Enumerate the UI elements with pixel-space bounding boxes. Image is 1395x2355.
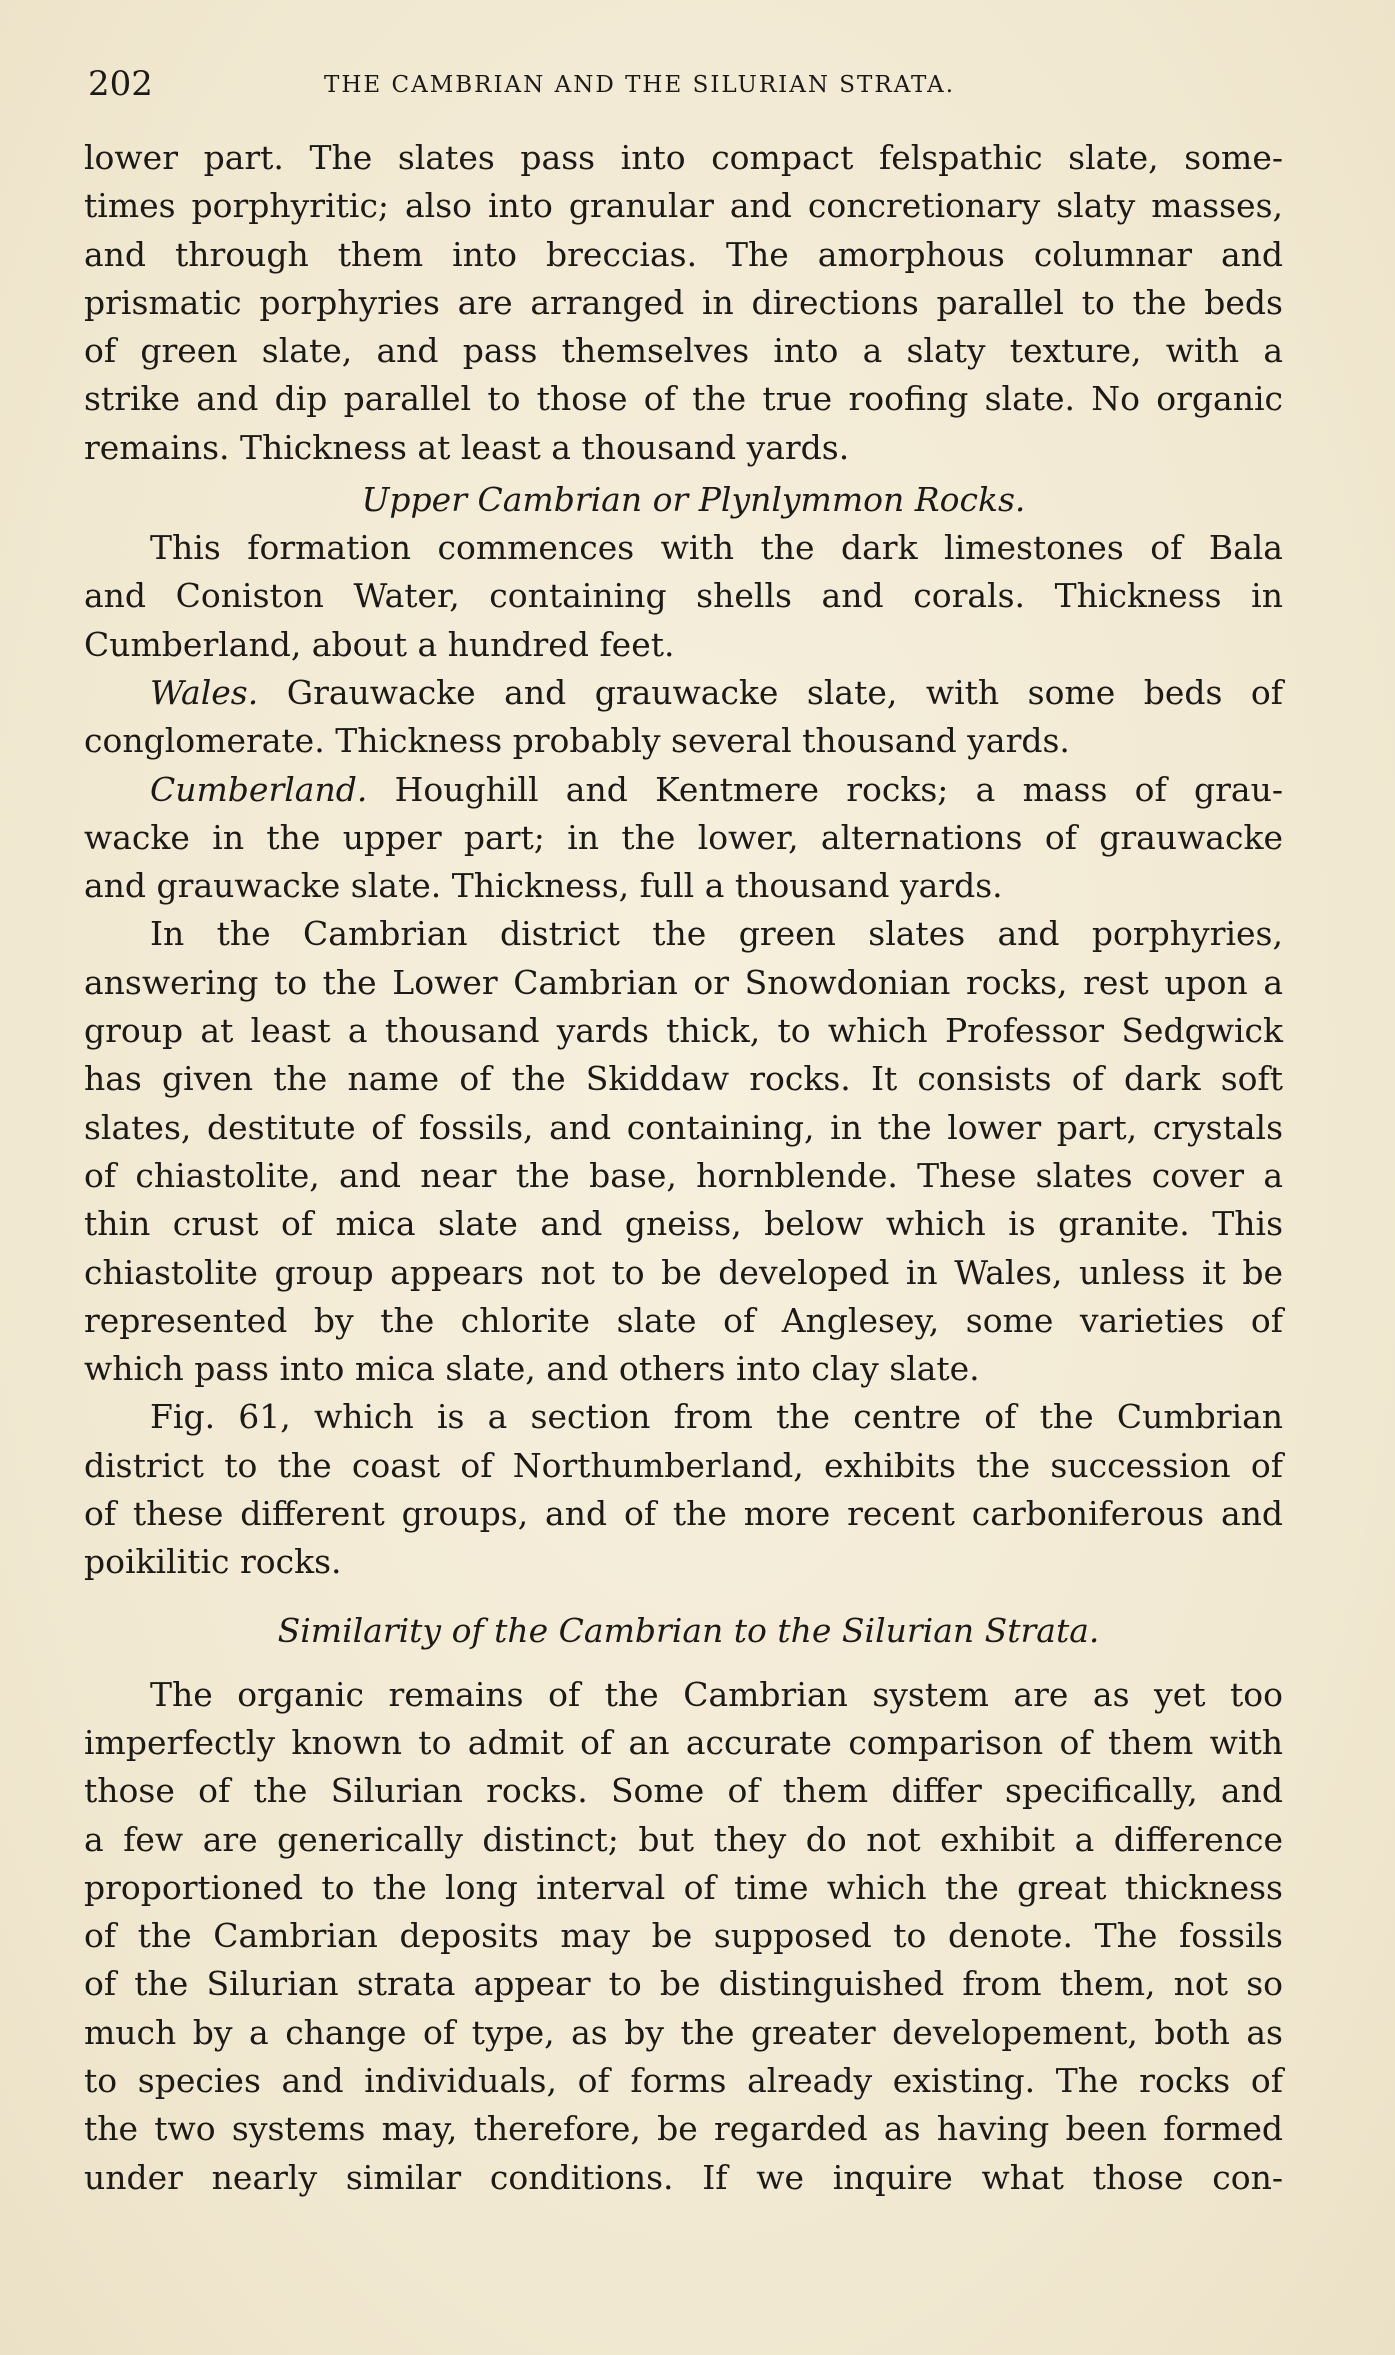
text-line [84, 766, 1283, 814]
paragraph-fig-61 [84, 1393, 1283, 1586]
paragraph-wales [84, 669, 1283, 766]
text-line: has given the name of the Skiddaw rocks. It consists of dark soft [84, 1059, 1283, 1099]
section-heading-similarity: Similarity of the Cambrian to the Silurian Strata. [277, 1610, 1100, 1650]
text-line: of green slate, and pass themselves into a slaty texture, with a [84, 331, 1283, 371]
paragraph-organic-remains [84, 1671, 1283, 2202]
text-line: under nearly similar conditions. If we inquire what those con- [84, 2157, 1283, 2197]
text-line: wacke in the upper part; in the lower, alternations of grauwacke [84, 817, 1283, 857]
line-text: Grauwacke and grauwacke slate, with some beds of [286, 672, 1283, 712]
text-line: poikilitic rocks. [84, 1542, 342, 1582]
text-line: slates, destitute of fossils, and containing, in the lower part, crystals [84, 1107, 1283, 1147]
text-line: conglomerate. Thickness probably several thousand yards. [84, 721, 1070, 761]
text-line: The organic remains of the Cambrian system are as yet too [150, 1674, 1283, 1714]
region-label-cumberland: Cumberland. [150, 769, 368, 809]
text-line: proportioned to the long interval of time which the great thickness [84, 1867, 1283, 1907]
text-line: lower part. The slates pass into compact felspathic slate, some- [84, 138, 1283, 177]
text-line: imperfectly known to admit of an accurate comparison of them with [84, 1722, 1283, 1762]
text-line: Cumberland, about a hundred feet. [84, 624, 675, 664]
text-line: answering to the Lower Cambrian or Snowdonian rocks, rest upon a [84, 962, 1283, 1002]
text-line: the two systems may, therefore, be regarded as having been formed [84, 2109, 1283, 2149]
page-number: 202 [88, 64, 153, 104]
paragraph-skiddaw-rocks [84, 910, 1283, 1393]
text-line: to species and individuals, of forms already existing. The rocks of [84, 2060, 1283, 2100]
text-line: thin crust of mica slate and gneiss, below which is granite. This [84, 1204, 1283, 1244]
paragraph-cumberland [84, 766, 1283, 911]
text-line: of the Silurian strata appear to be distinguished from them, not so [84, 1964, 1283, 2004]
text-line: chiastolite group appears not to be developed in Wales, unless it be [84, 1252, 1283, 1292]
text-line: those of the Silurian rocks. Some of them differ specifically, and [84, 1771, 1283, 1811]
text-line: and grauwacke slate. Thickness, full a thousand yards. [84, 866, 1003, 906]
running-head: THE CAMBRIAN AND THE SILURIAN STRATA. [324, 72, 956, 98]
text-line: prismatic porphyries are arranged in directions parallel to the beds [84, 282, 1283, 322]
text-line: much by a change of type, as by the greater developement, both as [84, 2012, 1283, 2052]
text-line: times porphyritic; also into granular and concretionary slaty masses, [84, 186, 1283, 226]
body-text [84, 134, 1283, 2202]
text-line: and through them into breccias. The amorphous columnar and [84, 234, 1283, 274]
text-line: a few are generically distinct; but they do not exhibit a difference [84, 1819, 1283, 1859]
paragraph-bala-limestones [84, 524, 1283, 669]
text-line: of these different groups, and of the more recent carboniferous and [84, 1494, 1283, 1534]
text-line: This formation commences with the dark limestones of Bala [150, 528, 1283, 568]
text-line: remains. Thickness at least a thousand yards. [84, 427, 850, 467]
text-line: strike and dip parallel to those of the true roofing slate. No organic [84, 379, 1283, 419]
text-line: represented by the chlorite slate of Anglesey, some varieties of [84, 1300, 1283, 1340]
text-line: of chiastolite, and near the base, hornblende. These slates cover a [84, 1155, 1283, 1195]
text-line [84, 669, 1283, 717]
text-line: district to the coast of Northumberland, exhibits the succession of [84, 1445, 1283, 1485]
text-line: which pass into mica slate, and others into clay slate. [84, 1349, 980, 1389]
text-line: group at least a thousand yards thick, to which Professor Sedgwick [84, 1011, 1283, 1051]
page-header [88, 64, 1288, 104]
section-heading-upper-cambrian: Upper Cambrian or Plynlymmon Rocks. [361, 480, 1026, 520]
paragraph-felspathic-slate [84, 134, 1283, 472]
line-text: Houghill and Kentmere rocks; a mass of grau- [394, 769, 1283, 809]
text-line: of the Cambrian deposits may be supposed to denote. The fossils [84, 1916, 1283, 1956]
text-line: and Coniston Water, containing shells and corals. Thickness in [84, 576, 1283, 616]
text-line: In the Cambrian district the green slates and porphyries, [150, 914, 1283, 954]
region-label-wales: Wales. [150, 672, 259, 712]
text-line: Fig. 61, which is a section from the centre of the Cumbrian [150, 1397, 1283, 1437]
